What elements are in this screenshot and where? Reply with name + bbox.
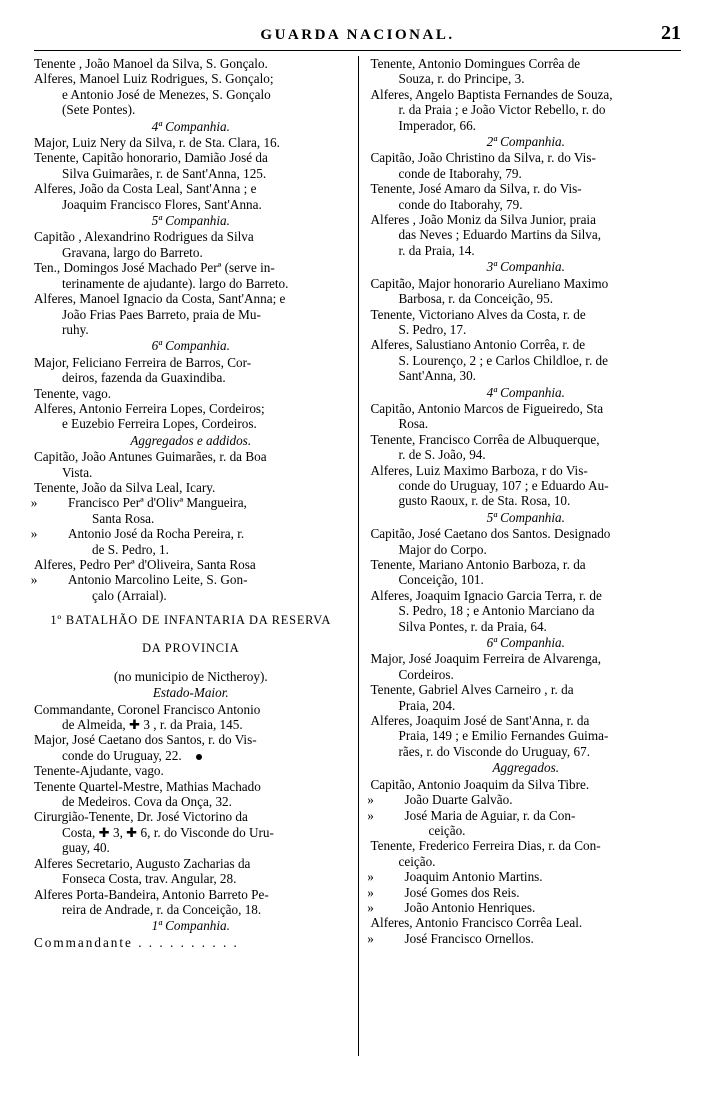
- list-item: Alferes, Joaquim José de Sant'Anna, r. da: [370, 713, 590, 729]
- list-item: S. Lourenço, 2 ; e Carlos Childloe, r. de: [398, 352, 608, 368]
- battalion-heading: 1º BATALHÃO DE INFANTARIA DA RESERVA: [50, 613, 332, 628]
- list-item: Major, José Joaquim Ferreira de Alvarenga,: [370, 651, 602, 667]
- list-item: Tenente-Ajudante, vago.: [34, 763, 164, 779]
- list-item-label: João Duarte Galvão.: [404, 792, 513, 808]
- ditto-mark: »: [30, 526, 38, 542]
- list-item: Capitão , Alexandrino Rodrigues da Silva: [34, 229, 254, 245]
- list-item: Alferes, Antonio Francisco Corrêa Leal.: [370, 915, 583, 931]
- section-heading: Aggregados e addidos.: [130, 432, 252, 448]
- list-item: Alferes Secretario, Augusto Zacharias da: [34, 855, 251, 871]
- list-item: Alferes, João da Costa Leal, Sant'Anna ; e: [34, 181, 257, 197]
- list-item: João Frias Paes Barreto, praia de Mu-: [62, 306, 261, 322]
- list-item: Alferes, Salustiano Antonio Corrêa, r. de: [370, 337, 586, 353]
- list-item: Tenente, Mariano Antonio Barboza, r. da: [370, 557, 586, 572]
- ditto-mark: »: [367, 792, 374, 808]
- list-item: Santa Rosa.: [92, 510, 155, 526]
- list-item-label: conde do Uruguay, 22.: [62, 747, 182, 763]
- list-item: e Antonio José de Menezes, S. Gonçalo: [62, 86, 271, 102]
- list-item: gusto Raoux, r. de Sta. Rosa, 10.: [398, 493, 571, 509]
- list-item: [367, 869, 682, 885]
- list-item: Tenente, Frederico Ferreira Dias, r. da Con-: [370, 838, 601, 854]
- list-item: (Sete Pontes).: [62, 102, 136, 118]
- list-item: S. Pedro, 17.: [398, 321, 467, 337]
- ditto-mark: »: [367, 869, 374, 885]
- list-item: Costa, ✚ 3, ✚ 6, r. do Visconde do Uru-: [62, 824, 274, 840]
- list-item: Tenente, Francisco Corrêa de Albuquerque,: [370, 431, 600, 447]
- company-heading: 6ª Companhia.: [486, 635, 565, 651]
- list-item: ceição.: [428, 822, 466, 838]
- list-item: Tenente, João da Silva Leal, Icary.: [34, 479, 216, 495]
- header-rule: [34, 50, 681, 51]
- section-heading: Estado-Maior.: [152, 685, 229, 701]
- list-item: [367, 899, 682, 915]
- list-item: Alferes, Luiz Maximo Barboza, r do Vis-: [370, 462, 588, 478]
- list-item: Praia, 204.: [398, 697, 456, 713]
- company-heading: 4ª Companhia.: [486, 384, 565, 400]
- list-item: das Neves ; Eduardo Martins da Silva,: [398, 227, 602, 243]
- list-item: Alferes Porta-Bandeira, Antonio Barreto Pe-: [34, 886, 269, 902]
- list-item: ruhy.: [62, 321, 89, 337]
- ditto-mark: »: [367, 807, 374, 823]
- list-item: Imperador, 66.: [398, 117, 476, 133]
- list-item: Alferes, Manoel Ignacio da Costa, Sant'Anna; e: [34, 291, 286, 307]
- list-item: Praia, 149 ; e Emilio Fernandes Guima-: [398, 728, 609, 744]
- list-item: r. da Praia ; e João Victor Rebello, r. do: [398, 102, 606, 118]
- page-header: [34, 22, 681, 48]
- list-item: [367, 807, 682, 823]
- list-item: Major, Feliciano Ferreira de Barros, Cor-: [34, 354, 252, 370]
- column-divider: [358, 56, 359, 1056]
- list-item: Capitão, José Caetano dos Santos. Designado: [370, 526, 611, 542]
- list-item-label: José Gomes dos Reis.: [404, 884, 520, 900]
- list-item: Sant'Anna, 30.: [398, 368, 476, 384]
- ditto-mark: »: [30, 495, 38, 511]
- list-item: Ten., Domingos José Machado Perª (serve in-: [34, 260, 275, 276]
- list-item-label: João Antonio Henriques.: [404, 899, 536, 915]
- list-item-label: José Maria de Aguiar, r. da Con-: [404, 807, 576, 823]
- municipality-note: (no municipio de Nictheroy).: [113, 668, 268, 684]
- company-heading: 3ª Companhia.: [486, 259, 565, 275]
- company-heading: 1ª Companhia.: [151, 918, 230, 934]
- list-item: Major, Luiz Nery da Silva, r. de Sta. Clara, 16.: [34, 135, 280, 151]
- list-item: conde do Uruguay, 107 ; e Eduardo Au-: [398, 477, 609, 493]
- list-item: e Euzebio Ferreira Lopes, Cordeiros.: [62, 416, 257, 432]
- list-item: Silva Pontes, r. da Praia, 64.: [398, 618, 547, 634]
- list-item: Cordeiros.: [398, 666, 454, 682]
- list-item: Alferes, Angelo Baptista Fernandes de Souza,: [370, 86, 613, 102]
- list-item: reira de Andrade, r. da Conceição, 18.: [62, 901, 262, 917]
- dot-marker: [196, 754, 202, 760]
- two-column-body: [30, 56, 681, 1056]
- list-item: Capitão, Major honorario Aureliano Maximo: [370, 275, 609, 291]
- list-item: Alferes, Antonio Ferreira Lopes, Cordeiros;: [34, 400, 265, 416]
- list-item: r. da Praia, 14.: [398, 242, 475, 258]
- list-item: rães, r. do Visconde do Uruguay, 67.: [398, 743, 590, 759]
- ditto-mark: »: [367, 930, 374, 946]
- list-item: [30, 495, 348, 511]
- list-item: Conceição, 101.: [398, 572, 484, 588]
- list-item: de S. Pedro, 1.: [92, 541, 169, 557]
- list-item: Commandante . . . . . . . . . .: [34, 934, 239, 950]
- battalion-heading: DA PROVINCIA: [142, 641, 240, 656]
- list-item: Joaquim Francisco Flores, Sant'Anna.: [62, 196, 262, 212]
- list-item: Major, José Caetano dos Santos, r. do Vis-: [34, 732, 257, 748]
- list-item: Fonseca Costa, trav. Angular, 28.: [62, 871, 237, 887]
- list-item: [30, 526, 348, 542]
- list-item: Tenente, José Amaro da Silva, r. do Vis-: [370, 181, 582, 197]
- list-item: de Almeida, ✚ 3 , r. da Praia, 145.: [62, 717, 243, 733]
- company-heading: 4ª Companhia.: [151, 118, 230, 134]
- list-item: [367, 930, 682, 946]
- list-item: conde do Itaborahy, 79.: [398, 196, 523, 212]
- ditto-mark: »: [367, 884, 374, 900]
- list-item: r. de S. João, 94.: [398, 447, 486, 463]
- list-item: Tenente, Antonio Domingues Corrêa de: [370, 56, 581, 71]
- list-item: [34, 748, 348, 763]
- list-item: Capitão, João Christino da Silva, r. do Vis-: [370, 150, 596, 166]
- company-heading: 6ª Companhia.: [151, 338, 230, 354]
- list-item: [30, 572, 348, 588]
- list-item: Alferes, Joaquim Ignacio Garcia Terra, r. de: [370, 587, 602, 603]
- list-item: Tenente, vago.: [34, 385, 112, 401]
- list-item: guay, 40.: [62, 840, 110, 856]
- company-heading: 5ª Companhia.: [486, 509, 565, 525]
- section-heading: Aggregados.: [492, 760, 560, 776]
- list-item: Barbosa, r. da Conceição, 95.: [398, 291, 554, 307]
- list-item-label: Antonio José da Rocha Pereira, r.: [68, 526, 245, 542]
- list-item-label: José Francisco Ornellos.: [404, 930, 534, 946]
- list-item: terinamente de ajudante). largo do Barreto.: [62, 275, 289, 291]
- list-item: de Medeiros. Cova da Onça, 32.: [62, 794, 232, 810]
- list-item: conde de Itaborahy, 79.: [398, 165, 522, 181]
- list-item: Souza, r. do Principe, 3.: [398, 71, 525, 87]
- list-item: Tenente, Capitão honorario, Damião José da: [34, 150, 268, 166]
- ditto-mark: »: [367, 899, 374, 915]
- list-item: [367, 792, 682, 808]
- list-item-label: Francisco Perª d'Olivª Mangueira,: [68, 495, 247, 511]
- list-item: Alferes , João Moniz da Silva Junior, praia: [370, 212, 596, 228]
- company-heading: 2ª Companhia.: [486, 134, 565, 150]
- list-item: S. Pedro, 18 ; e Antonio Marciano da: [398, 603, 595, 619]
- right-column: [358, 56, 682, 1056]
- list-item: ceição.: [398, 853, 436, 869]
- list-item: Commandante, Coronel Francisco Antonio: [34, 701, 261, 717]
- list-item: Major do Corpo.: [398, 541, 487, 557]
- company-heading: 5ª Companhia.: [151, 213, 230, 229]
- list-item: çalo (Arraial).: [92, 587, 167, 603]
- list-item: deiros, fazenda da Guaxindiba.: [62, 370, 226, 386]
- page-number: 21: [661, 22, 681, 44]
- list-item: Vista.: [62, 464, 93, 480]
- list-item: Capitão, Antonio Marcos de Figueiredo, Sta: [370, 400, 604, 416]
- list-item: Tenente Quartel-Mestre, Mathias Machado: [34, 778, 261, 794]
- list-item: Alferes, Manoel Luiz Rodrigues, S. Gonçalo;: [34, 71, 274, 87]
- list-item: [367, 884, 682, 900]
- left-column: [30, 56, 358, 1056]
- list-item: Rosa.: [398, 416, 429, 432]
- list-item: Gravana, largo do Barreto.: [62, 244, 203, 260]
- list-item: Tenente , João Manoel da Silva, S. Gonçalo.: [34, 56, 268, 71]
- ditto-mark: »: [30, 572, 38, 588]
- list-item-label: Antonio Marcolino Leite, S. Gon-: [68, 572, 248, 588]
- list-item: Cirurgião-Tenente, Dr. José Victorino da: [34, 809, 248, 825]
- list-item: Capitão, João Antunes Guimarães, r. da Boa: [34, 449, 267, 465]
- list-item: Alferes, Pedro Perª d'Oliveira, Santa Rosa: [34, 557, 256, 572]
- list-item-label: Joaquim Antonio Martins.: [404, 869, 543, 885]
- page-title: GUARDA NACIONAL.: [260, 27, 455, 43]
- list-item: Capitão, Antonio Joaquim da Silva Tibre.: [370, 776, 590, 792]
- list-item: Silva Guimarães, r. de Sant'Anna, 125.: [62, 165, 267, 181]
- list-item: Tenente, Victoriano Alves da Costa, r. de: [370, 306, 586, 322]
- list-item: Tenente, Gabriel Alves Carneiro , r. da: [370, 682, 574, 698]
